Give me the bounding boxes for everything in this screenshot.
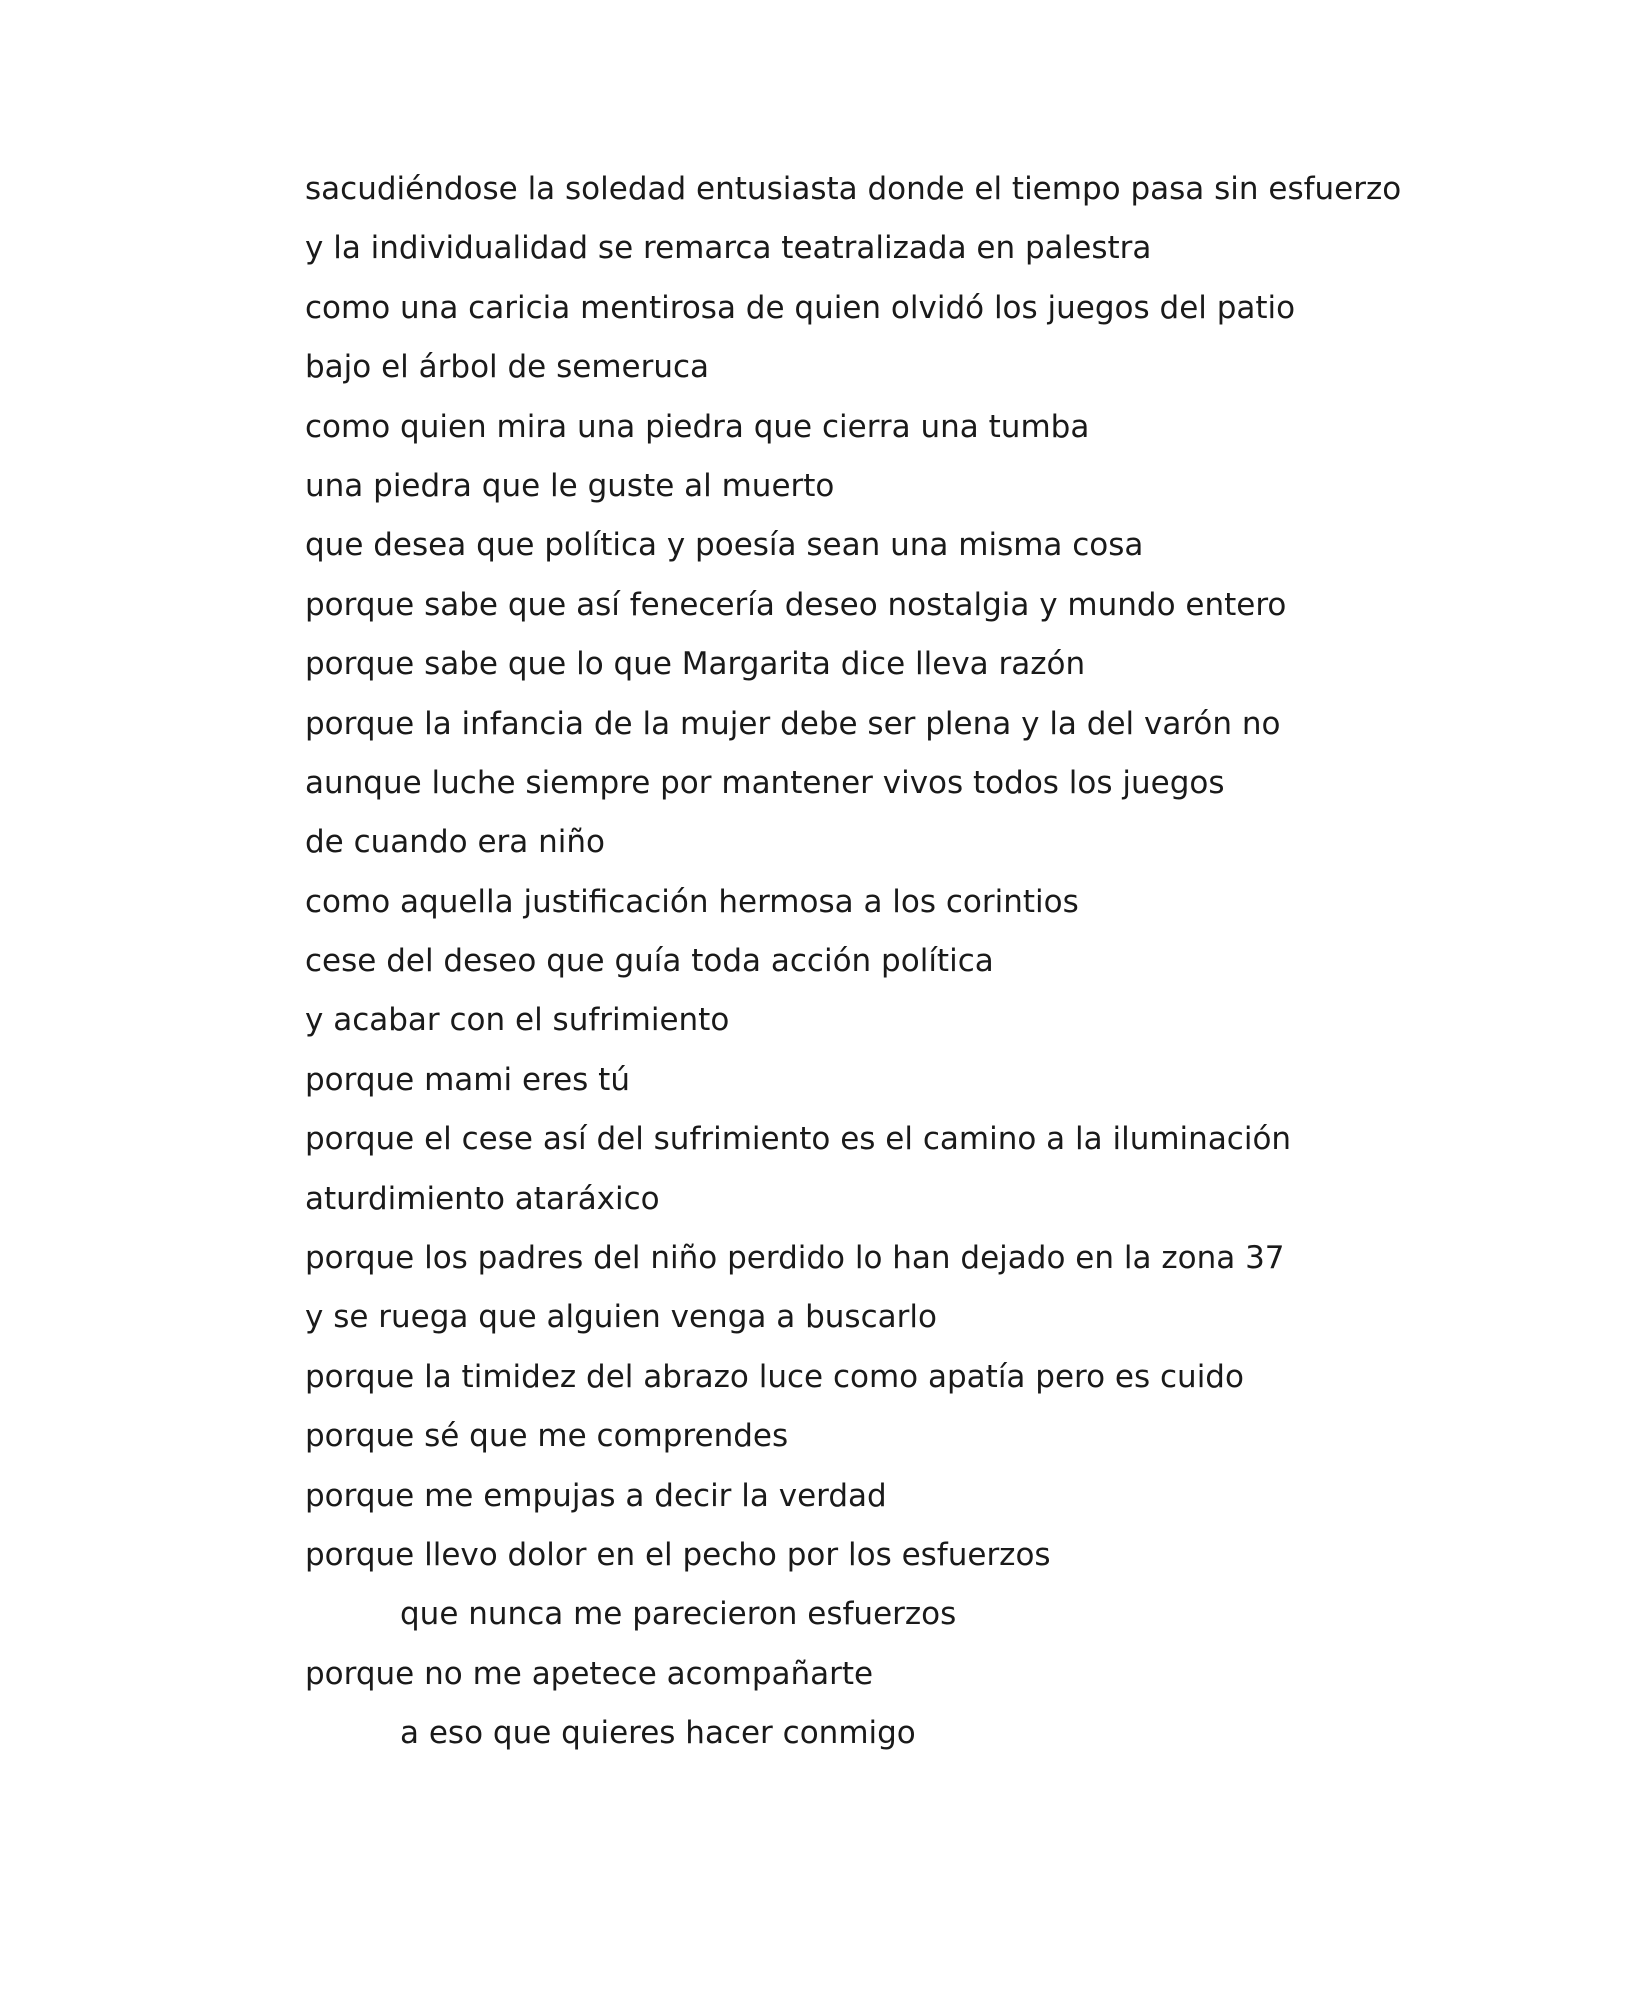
poem-line: una piedra que le guste al muerto xyxy=(305,467,835,504)
poem-body xyxy=(305,160,1555,1764)
poem-line: que nunca me parecieron esfuerzos xyxy=(400,1596,957,1633)
poem-line: porque el cese así del sufrimiento es el camino a la iluminación xyxy=(305,1121,1292,1158)
poem-line: a eso que quieres hacer conmigo xyxy=(400,1715,916,1752)
poem-line: porque me empujas a decir la verdad xyxy=(305,1477,887,1514)
poem-line: porque sé que me comprendes xyxy=(305,1418,789,1455)
poem-line: y se ruega que alguien venga a buscarlo xyxy=(305,1299,937,1336)
poem-line: sacudiéndose la soledad entusiasta donde el tiempo pasa sin esfuerzo xyxy=(305,171,1402,207)
poem-line: porque sabe que así fenecería deseo nostalgia y mundo entero xyxy=(305,586,1287,623)
poem-line: porque la infancia de la mujer debe ser plena y la del varón no xyxy=(305,705,1281,742)
poem-line: que desea que política y poesía sean una misma cosa xyxy=(305,527,1144,564)
poem-line: porque no me apetece acompañarte xyxy=(305,1655,874,1692)
poem-line: de cuando era niño xyxy=(305,824,605,861)
poem-line: porque mami eres tú xyxy=(305,1061,630,1098)
poem-line: cese del deseo que guía toda acción política xyxy=(305,943,994,980)
poem-line: y acabar con el sufrimiento xyxy=(305,1002,730,1039)
poem-line: porque sabe que lo que Margarita dice lleva razón xyxy=(305,646,1086,683)
poem-line: porque la timidez del abrazo luce como apatía pero es cuido xyxy=(305,1358,1244,1395)
poem-line: como quien mira una piedra que cierra una tumba xyxy=(305,408,1090,445)
poem-line: porque llevo dolor en el pecho por los esfuerzos xyxy=(305,1536,1051,1573)
poem-line: aunque luche siempre por mantener vivos todos los juegos xyxy=(305,764,1225,801)
poem-line: porque los padres del niño perdido lo han dejado en la zona 37 xyxy=(305,1240,1285,1277)
poem-line: aturdimiento ataráxico xyxy=(305,1180,660,1217)
poem-line: como una caricia mentirosa de quien olvidó los juegos del patio xyxy=(305,289,1296,326)
poem-line: como aquella justificación hermosa a los corintios xyxy=(305,883,1079,920)
poem-line: y la individualidad se remarca teatralizada en palestra xyxy=(305,230,1152,267)
poem-line: bajo el árbol de semeruca xyxy=(305,349,710,386)
